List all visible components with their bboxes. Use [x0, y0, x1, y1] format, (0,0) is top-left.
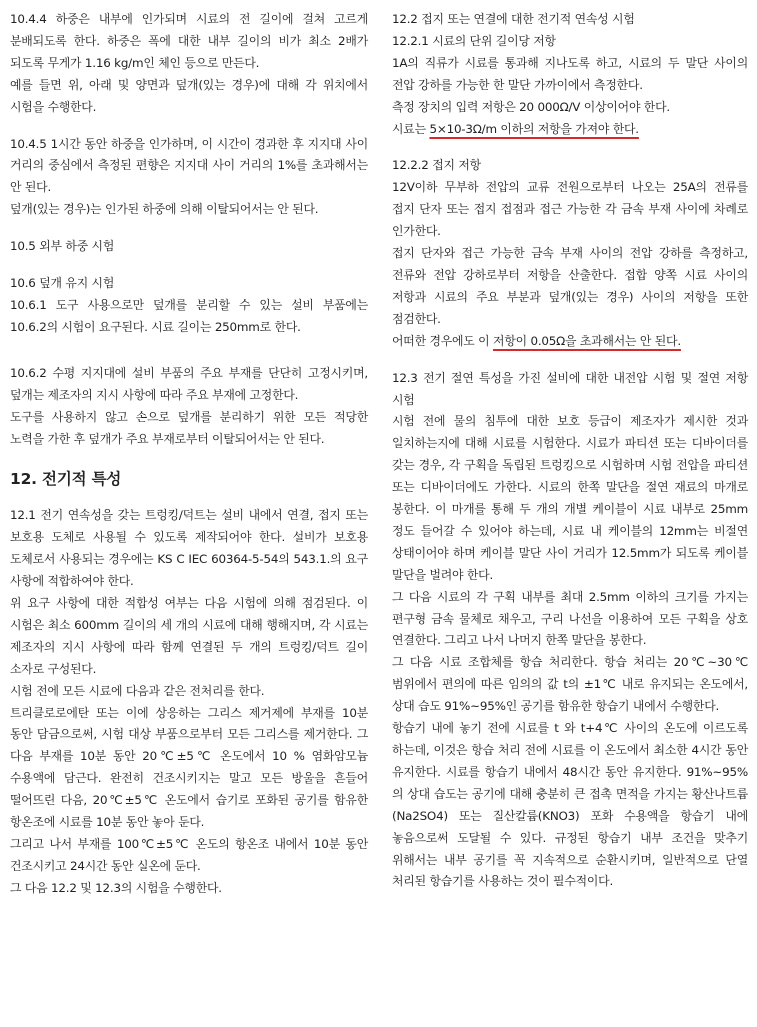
clause-12-2-1-input: 측정 장치의 입력 저항은 20 000Ω/V 이상이어야 한다. — [392, 99, 670, 114]
clause-12-2-1: 1A의 직류가 시료를 통과해 지나도록 하고, 시료의 두 말단 사이의 전압 강하를 가능한 한 말단 가까이에서 측정한다. — [392, 55, 748, 92]
left-column — [10, 9, 368, 900]
clause-10-6-2-cover: 도구를 사용하지 않고 손으로 덮개를 분리하기 위한 모든 적당한 노력을 가한 후 덮개가 주요 부재로부터 이탈되어서는 안 된다. — [10, 409, 368, 446]
clause-12-2-2-measure: 접지 단자와 접근 가능한 금속 부재 사이의 전압 강하를 측정하고, 전류와 전압 강하로부터 저항을 산출한다. 접합 양쪽 시료 사이의 저항과 시료의 주요 부분과 덮개(있는 경우) 사이의 저항을 또한 점검한다. — [392, 246, 748, 326]
heading-10-6: 10.6 덮개 유지 시험 — [10, 276, 115, 291]
clause-12-1-degrease: 트리클로로에탄 또는 이에 상응하는 그리스 제거제에 부재를 10분 동안 담금으로써, 시험 대상 부품으로부터 모든 그리스를 제거한다. 그 다음 부재를 10분 동안 20℃±5℃ 온도에서 10 % 염화암모늄 수용액에 담근다. 완전히 건조시키지는 말고 모든 방울을 흔들어 떨어뜨린 다음, 20℃±5℃ 온도에서 습기로 포화된 공기를 함유한 항온조에 시료를 10분 동안 놓아 둔다. — [10, 705, 368, 830]
right-column — [392, 9, 748, 893]
clause-10-4-5: 10.4.5 1시간 동안 하중을 인가하며, 이 시간이 경과한 후 지지대 사이 거리의 중심에서 측정된 편향은 지지대 사이 거리의 1%를 초과해서는 안 된다. — [10, 136, 368, 195]
clause-10-4-4-example: 예를 들면 위, 아래 및 양면과 덮개(있는 경우)에 대해 각 위치에서 시험을 수행한다. — [10, 77, 368, 114]
clause-12-3-humidity: 그 다음 시료 조합체를 항습 처리한다. 항습 처리는 20℃~30℃ 범위에서 편의에 따른 임의의 값 t의 ±1℃ 내로 유지되는 온도에서, 상대 습도 91%~95%인 공기를 함유한 항습기 내에서 수행한다. — [392, 655, 748, 714]
clause-12-1-dry: 그리고 나서 부재를 100℃±5℃ 온도의 항온조 내에서 10분 동안 건조시키고 24시간 동안 실온에 둔다. — [10, 837, 368, 873]
clause-12-1-test: 위 요구 사항에 대한 적합성 여부는 다음 시험에 의해 점검된다. 이 시험은 최소 600mm 길이의 세 개의 시료에 대해 행해지며, 각 시료는 제조자의 지시 사항에 따라 함께 연결된 두 개의 트렁킹/덕트 길이 소자로 구성된다. — [10, 596, 368, 676]
heading-12-2: 12.2 접지 또는 연결에 대한 전기적 연속성 시험 — [392, 12, 635, 26]
clause-10-4-5-cover: 덮개(있는 경우)는 인가된 하중에 의해 이탈되어서는 안 된다. — [10, 202, 319, 217]
clause-12-2-2-limit — [392, 331, 748, 353]
heading-12-2-1: 12.2.1 시료의 단위 길이당 저항 — [392, 33, 556, 48]
limit-underlined-text: 저항이 0.05Ω을 초과해서는 안 된다. — [493, 333, 681, 348]
heading-12-3: 12.3 전기 절연 특성을 가진 설비에 대한 내전압 시험 및 절연 저항 시험 — [392, 370, 748, 407]
clause-12-1-pretreat: 시험 전에 모든 시료에 다음과 같은 전처리를 한다. — [10, 683, 265, 698]
heading-10-5: 10.5 외부 하중 시험 — [10, 239, 115, 254]
clause-12-2-2: 12V이하 무부하 전압의 교류 전원으로부터 나오는 25A의 전류를 접지 단자 또는 접지 접점과 접근 가능한 각 금속 부재 사이에 차례로 인가한다. — [392, 180, 748, 239]
clause-12-3-chamber: 항습기 내에 놓기 전에 시료를 t 와 t+4℃ 사이의 온도에 이르도록 하는데, 이것은 항습 처리 전에 시료를 이 온도에서 최소한 4시간 동안 유지한다. 시료를 항습기 내에서 48시간 동안 유지한다. 91%~95%의 상대 습도는 공기에 대해 충분히 큰 접촉 면적을 가지는 황산나트륨(Na2SO4) 또는 질산칼륨(KNO3) 포화 수용액을 항습기 내에 놓음으로써 도달될 수 있다. 규정된 항습기 내부 조건을 맞추기 위해서는 내부 공기를 꼭 지속적으로 순환시키며, 일반적으로 단열 처리된 항습기를 사용하는 것이 필수적이다. — [392, 721, 748, 889]
limit-prefix: 어떠한 경우에도 이 — [392, 333, 494, 348]
clause-12-2-1-limit — [392, 119, 748, 141]
clause-10-6-1: 10.6.1 도구 사용으로만 덮개를 분리할 수 있는 설비 부품에는 10.6.2의 시험이 요구된다. 시료 길이는 250mm로 한다. — [10, 297, 368, 334]
clause-10-6-2: 10.6.2 수평 지지대에 설비 부품의 주요 부재를 단단히 고정시키며, 덮개는 제조자의 지시 사항에 따라 주요 부재에 고정한다. — [10, 365, 368, 402]
limit-underlined-text: 5×10-3Ω/m 이하의 저항을 가져야 한다. — [429, 121, 639, 136]
heading-12-2-2: 12.2.2 접지 저항 — [392, 158, 481, 173]
clause-10-4-4: 10.4.4 하중은 내부에 인가되며 시료의 전 길이에 걸쳐 고르게 분배되도록 한다. 하중은 폭에 대한 내부 길이의 비가 최소 2배가 되도록 무게가 1.16 kg/m인 체인 등으로 만든다. — [10, 12, 368, 70]
limit-prefix: 시료는 — [392, 121, 430, 136]
section-title-12: 12. 전기적 특성 — [10, 470, 122, 489]
clause-12-1-next: 그 다음 12.2 및 12.3의 시험을 수행한다. — [10, 880, 222, 895]
clause-12-1: 12.1 전기 연속성을 갖는 트렁킹/덕트는 설비 내에서 연결, 접지 또는 보호용 도체로 사용될 수 있도록 제작되어야 한다. 설비가 보호용 도체로서 사용되는 경우에는 KS C IEC 60364-5-54의 543.1.의 요구 사항에 적합하여야 한다. — [10, 508, 368, 589]
clause-12-3-fill: 그 다음 시료의 각 구획 내부를 최대 2.5mm 이하의 크기를 가지는 편구형 금속 물체로 채우고, 구리 나선을 이용하여 모든 구획을 상호 연결한다. 그리고 나서 나머지 한쪽 말단을 봉한다. — [392, 589, 748, 648]
clause-12-3: 시험 전에 물의 침투에 대한 보호 등급이 제조자가 제시한 것과 일치하는지에 대해 시료를 시험한다. 시료가 파티션 또는 디바이더를 갖는 경우, 각 구획을 독립된 트렁킹으로 시험하며 시험 전압을 파티션 또는 디바이더에도 가한다. 시료의 한쪽 말단을 절연 재료의 마개로 봉한다. 이 마개를 통해 두 개의 개별 케이블이 시료 내부로 25mm 정도 들어갈 수 있어야 하는데, 시료 내 케이블의 12mm는 비절연 상태이어야 하며 케이블 말단 사이 거리가 12.5mm가 되도록 케이블 말단을 벌려야 한다. — [392, 414, 748, 582]
